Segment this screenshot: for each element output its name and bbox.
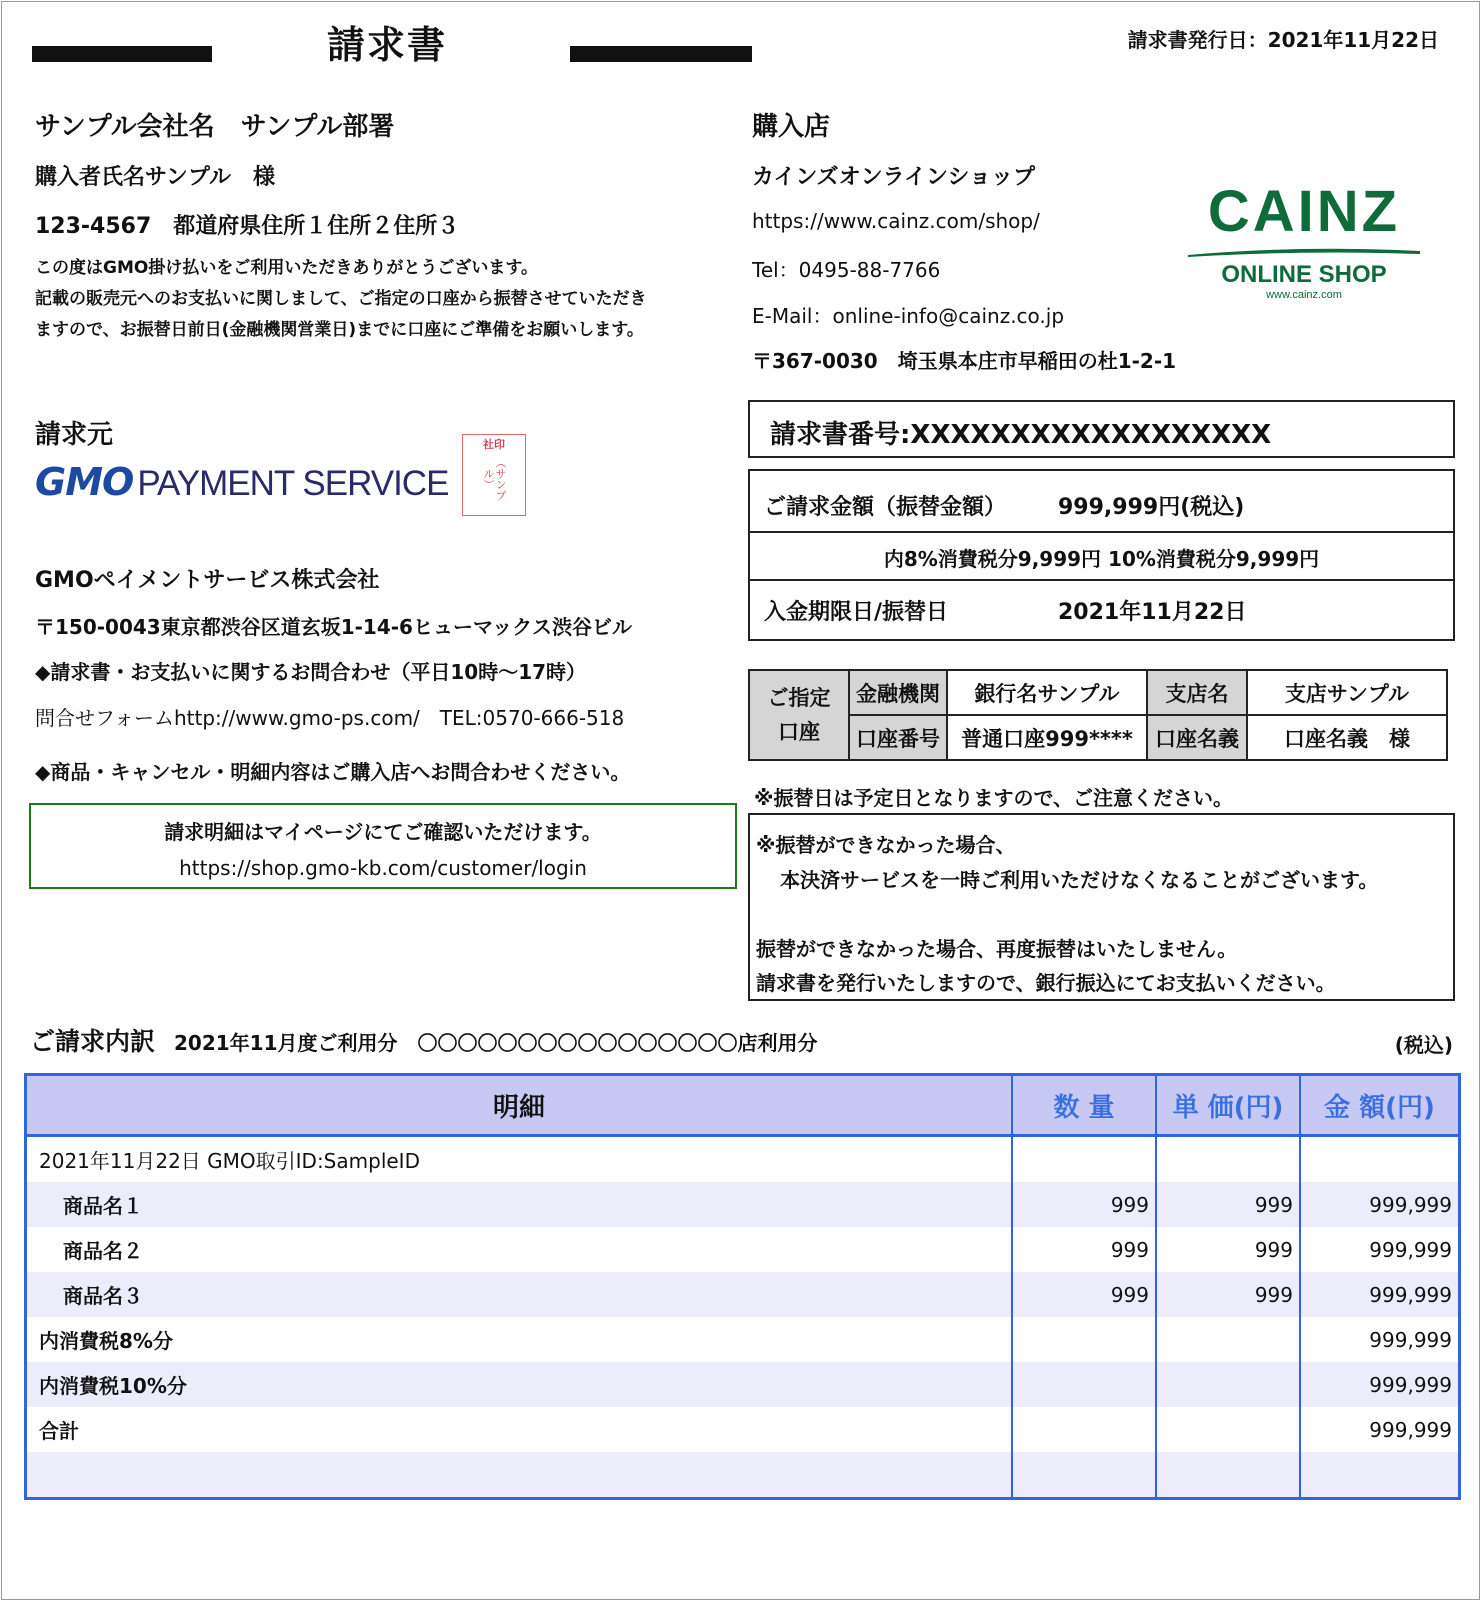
store-url[interactable]: https://www.cainz.com/shop/ [752,209,1040,233]
row-amount [1300,1136,1460,1183]
amount-box [748,469,1455,641]
account-holder-value: 口座名義 様 [1247,715,1447,760]
failure-line: ※振替ができなかった場合、 [756,833,1016,857]
row-label: 合計 [26,1407,1013,1452]
row-qty [1012,1136,1156,1183]
failure-note-box [748,813,1455,1001]
row-label [26,1452,1013,1499]
customer-address: 123-4567 都道府県住所１住所２住所３ [35,214,460,239]
page-title: 請求書 [327,23,448,67]
failure-line: 本決済サービスを一時ご利用いただけなくなることがございます。 [780,868,1379,892]
row-qty: 999 [1012,1182,1156,1227]
account-number-label: 口座番号 [849,715,947,760]
row-qty [1012,1452,1156,1499]
issuer-inquiry-contact[interactable]: 問合せフォームhttp://www.gmo-ps.com/ TEL:0570-666-518 [35,706,625,730]
breakdown-tax-note: (税込) [1394,1033,1453,1057]
store-tel: Tel：0495-88-7766 [752,258,941,282]
mypage-url[interactable]: https://shop.gmo-kb.com/customer/login [179,856,587,880]
schedule-note: ※振替日は予定日となりますので、ご注意ください。 [754,786,1234,810]
column-header-unit: 単 価(円) [1156,1075,1300,1136]
gmo-logo-text: PAYMENT SERVICE [137,464,449,503]
customer-name: 購入者氏名サンプル 様 [35,165,276,190]
due-value: 2021年11月22日 [1058,600,1247,625]
amount-label: ご請求金額（振替金額） [764,495,1007,520]
table-header-row [26,1075,1460,1136]
row-label: 内消費税10%分 [26,1362,1013,1407]
row-unit [1156,1407,1300,1452]
table-row [26,1272,1460,1317]
mypage-box [29,803,737,889]
row-qty [1012,1317,1156,1362]
store-email: E-Mail：online-info@cainz.co.jp [752,304,1065,328]
failure-line: 振替ができなかった場合、再度振替はいたしません。 [756,937,1238,961]
title-bar-left [32,46,212,62]
amount-divider-1 [750,531,1453,533]
mypage-text: 請求明細はマイページにてご確認いただけます。 [164,820,602,844]
issuer-company: GMOペイメントサービス株式会社 [35,568,380,593]
due-label: 入金期限日/振替日 [764,600,949,625]
notice-line: 記載の販売元へのお支払いに関しまして、ご指定の口座から振替させていただき [35,289,647,309]
institution-label: 金融機関 [849,670,947,715]
issuer-product-note: ◆商品・キャンセル・明細内容はご購入店へお問合わせください。 [35,760,631,784]
invoice-page [1,1,1480,1600]
failure-line: 請求書を発行いたしますので、銀行振込にてお支払いください。 [756,971,1336,995]
cainz-swoosh-icon [1188,247,1420,257]
store-heading: 購入店 [752,112,831,142]
notice-line: この度はGMO掛け払いをご利用いただきありがとうございます。 [35,258,538,278]
row-unit [1156,1362,1300,1407]
amount-divider-2 [750,579,1453,581]
store-name: カインズオンラインショップ [752,165,1036,190]
branch-value: 支店サンプル [1247,670,1447,715]
row-unit [1156,1317,1300,1362]
row-qty [1012,1407,1156,1452]
table-row [26,1452,1460,1499]
row-amount: 999,999 [1300,1407,1460,1452]
invoice-number: 請求書番号:XXXXXXXXXXXXXXXXXX [770,420,1272,450]
issuer-address: 〒150-0043東京都渋谷区道玄坂1-14-6ヒューマックス渋谷ビル [35,615,632,639]
account-holder-label: 口座名義 [1147,715,1247,760]
row-amount: 999,999 [1300,1317,1460,1362]
row-unit [1156,1136,1300,1183]
breakdown-table [24,1073,1461,1500]
notice-line: ますので、お振替日前日(金融機関営業日)までに口座にご準備をお願いします。 [35,320,644,340]
bank-account-label-line2: 口座 [778,720,820,744]
issuer-inquiry-heading: ◆請求書・お支払いに関するお問合わせ（平日10時〜17時） [35,660,587,684]
table-row [26,1407,1460,1452]
table-row [26,1182,1460,1227]
account-number-value: 普通口座999**** [947,715,1147,760]
row-label: 商品名１ [26,1182,1013,1227]
branch-label: 支店名 [1147,670,1247,715]
bank-account-table [748,669,1448,761]
stamp-top: 社印 [483,438,505,451]
column-header-qty: 数 量 [1012,1075,1156,1136]
invoice-number-box [748,400,1455,458]
stamp-bottom: （サンプル） [482,457,507,501]
cainz-logo-sub: ONLINE SHOP [1221,261,1387,288]
row-unit: 999 [1156,1227,1300,1272]
row-amount: 999,999 [1300,1272,1460,1317]
row-amount: 999,999 [1300,1362,1460,1407]
breakdown-period: 2021年11月度ご利用分 〇〇〇〇〇〇〇〇〇〇〇〇〇〇〇〇店利用分 [174,1031,818,1055]
column-header-amount: 金 額(円) [1300,1075,1460,1136]
cainz-logo-word: CAINZ [1207,179,1401,244]
bank-account-label [749,670,849,760]
title-bar-right [570,46,752,62]
row-amount: 999,999 [1300,1227,1460,1272]
row-label: 2021年11月22日 GMO取引ID:SampleID [26,1136,1013,1183]
issue-date: 請求書発行日：2021年11月22日 [1127,28,1439,52]
breakdown-heading: ご請求内訳 [30,1027,156,1056]
row-qty [1012,1362,1156,1407]
tax-line: 内8%消費税分9,999円 10%消費税分9,999円 [883,547,1320,571]
customer-company: サンプル会社名 サンプル部署 [35,112,395,142]
row-unit: 999 [1156,1182,1300,1227]
gmo-logo-mark: GMO [35,460,134,504]
row-label: 内消費税8%分 [26,1317,1013,1362]
issuer-heading: 請求元 [35,420,114,450]
bank-account-label-line1: ご指定 [767,686,831,710]
row-label: 商品名３ [26,1272,1013,1317]
column-header-detail: 明細 [26,1075,1013,1136]
amount-value: 999,999円(税込) [1058,495,1245,520]
row-unit: 999 [1156,1272,1300,1317]
row-label: 商品名２ [26,1227,1013,1272]
table-row [26,1362,1460,1407]
row-amount: 999,999 [1300,1182,1460,1227]
row-unit [1156,1452,1300,1499]
cainz-logo [1184,179,1424,301]
company-seal-stamp [462,434,526,516]
table-row [26,1317,1460,1362]
customer-notice [35,253,735,346]
table-row [26,1136,1460,1183]
row-qty: 999 [1012,1227,1156,1272]
store-address: 〒367-0030 埼玉県本庄市早稲田の杜1-2-1 [752,349,1177,373]
cainz-logo-url: www.cainz.com [1266,289,1342,301]
table-row [26,1227,1460,1272]
row-amount [1300,1452,1460,1499]
row-qty: 999 [1012,1272,1156,1317]
gmo-payment-logo [35,460,449,504]
institution-value: 銀行名サンプル [947,670,1147,715]
